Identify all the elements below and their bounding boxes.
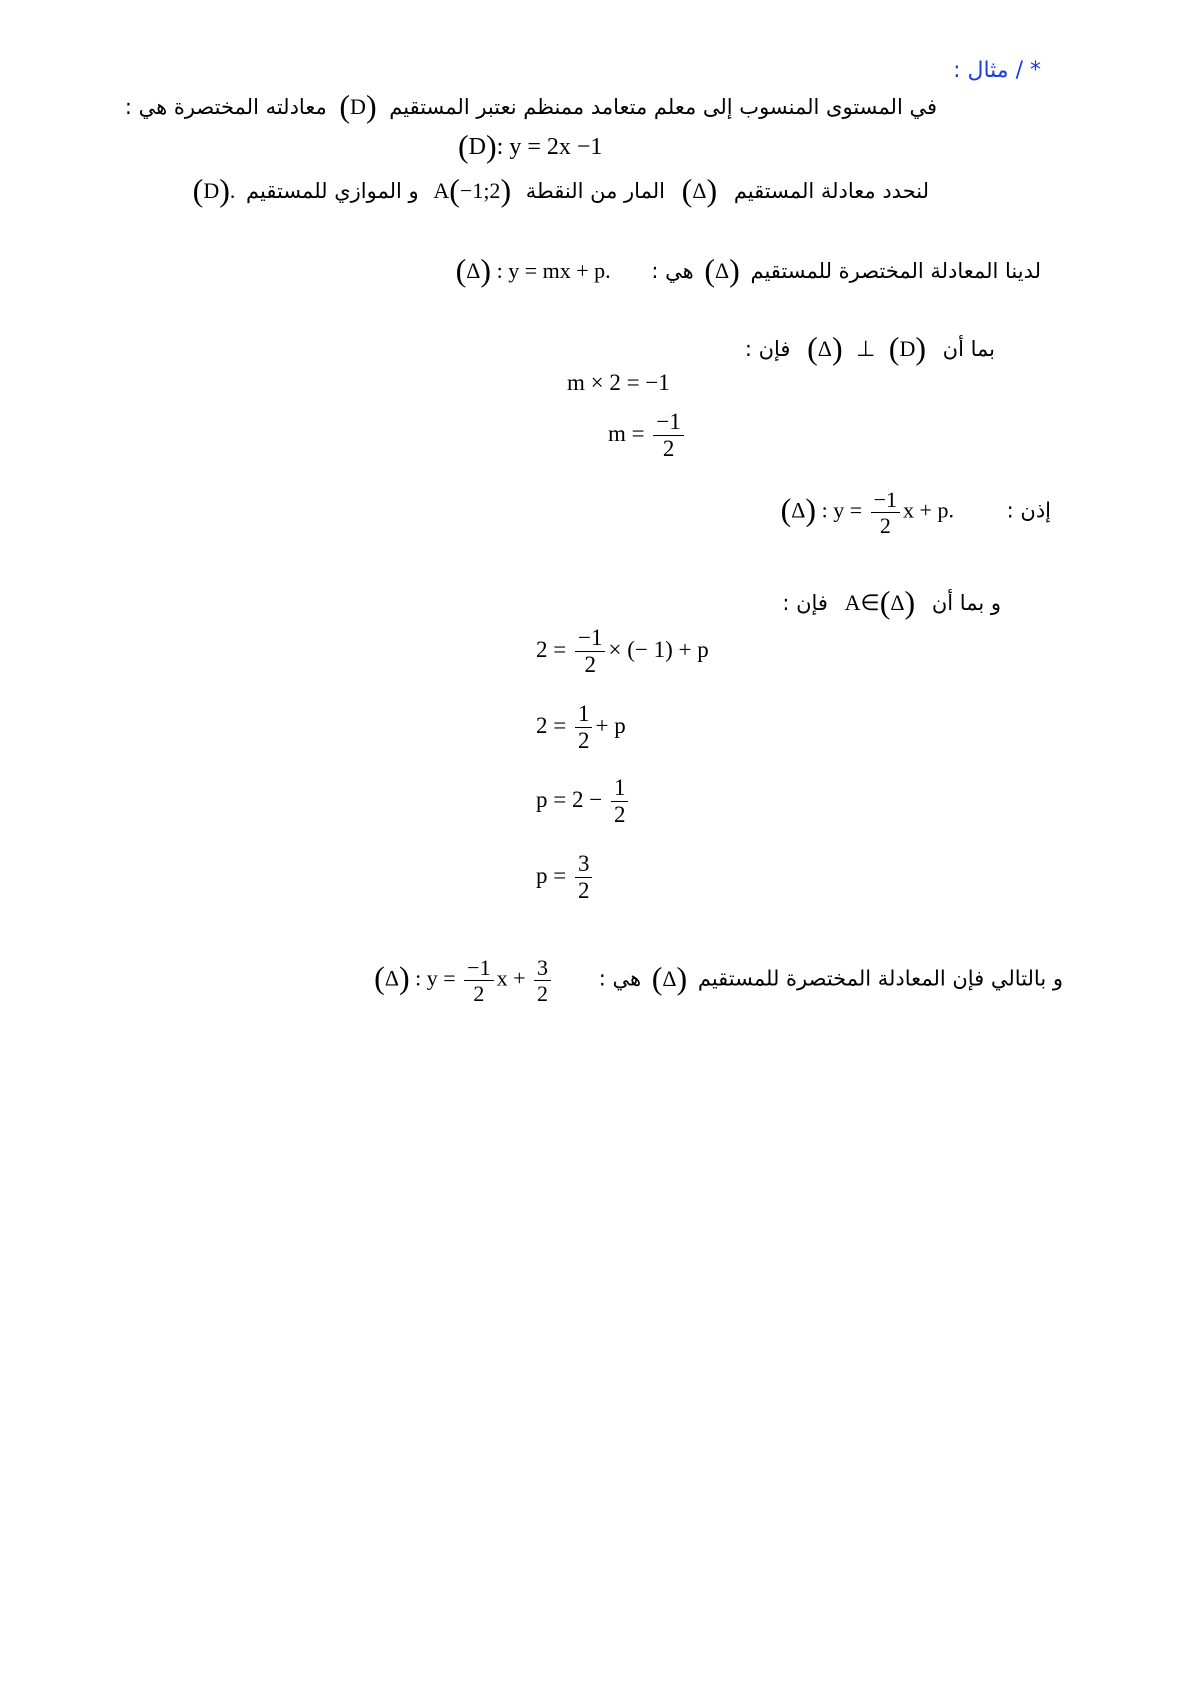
delta-ref: (Δ) [681, 172, 718, 208]
calc-4: p = $\frac{3}{2}$ [536, 852, 595, 903]
fraction: $\frac{3}{2}$ [575, 852, 593, 903]
statement-line-1 [125, 88, 937, 125]
step-2-start: بما أن [942, 337, 995, 361]
statement-line-2-start: لنحدد معادلة المستقيم [733, 179, 929, 203]
step-4-end: فإن : [782, 591, 828, 615]
step-1 [456, 252, 1041, 289]
example-heading [953, 58, 1041, 83]
conclusion [374, 956, 1063, 1005]
step-2-eq-1: m × 2 = −1 [567, 370, 670, 395]
point-A: A(−1;2) [433, 172, 512, 208]
final-equation: (Δ) : y = $\frac{-1}{2}$ x + $\frac{3}{2}$ [374, 956, 554, 1005]
step-1-text: لدينا المعادلة المختصرة للمستقيم [750, 259, 1041, 283]
statement-line-2 [189, 172, 929, 209]
fraction: $\frac{-1}{2}$ [575, 626, 605, 677]
equation-D: (D): y = 2x −1 [458, 128, 603, 164]
fraction: $\frac{1}{2}$ [575, 702, 593, 753]
step-1-is: هي : [651, 259, 694, 283]
step-2 [745, 330, 995, 367]
conclusion-text: و بالتالي فإن المعادلة المختصرة للمستقيم [697, 966, 1063, 991]
delta-ref: (Δ) [651, 959, 688, 996]
step-1-equation: (Δ) : y = mx + p. [455, 252, 611, 288]
statement-line-2-end: و الموازي للمستقيم [246, 179, 419, 203]
statement-text-end: معادلته المختصرة هي : [124, 95, 327, 119]
fraction: $\frac{-1}{2}$ [464, 956, 493, 1005]
calc-1: 2 = $\frac{-1}{2}$ × (− 1) + p [536, 625, 709, 678]
statement-text: في المستوى المنسوب إلى معلم متعامد ممنظم نعتبر المستقيم [389, 95, 937, 119]
step-3-label: إذن : [1006, 498, 1051, 523]
fraction: $\frac{1}{2}$ [611, 776, 629, 827]
line-D-ref-2: (D). [192, 172, 236, 208]
membership-relation: A∈(Δ) [844, 584, 916, 620]
calc-3: p = 2 − $\frac{1}{2}$ [536, 776, 631, 827]
calc-2: 2 = $\frac{1}{2}$ + p [536, 701, 626, 754]
conclusion-is: هي : [598, 966, 642, 991]
line-D-ref: (D) [339, 88, 377, 124]
step-2-end: فإن : [744, 337, 791, 361]
delta-ref: (Δ) [704, 252, 740, 288]
step-2-eq-2: m = $\frac{-1}{2}$ [608, 410, 687, 461]
step-4 [782, 584, 1001, 621]
step-3-equation: (Δ) : y = $\frac{-1}{2}$ x + p. [780, 487, 954, 539]
statement-line-2-mid: المار من النقطة [525, 179, 665, 203]
step-4-start: و بما أن [931, 591, 1001, 615]
fraction: $\frac{3}{2}$ [534, 956, 551, 1005]
fraction: $\frac{-1}{2}$ [653, 410, 683, 461]
fraction: $\frac{-1}{2}$ [871, 488, 900, 537]
example-heading-label: * / مثال : [953, 58, 1041, 83]
perp-relation: (Δ) ⊥ (D) [807, 330, 926, 366]
step-3 [781, 488, 1051, 537]
